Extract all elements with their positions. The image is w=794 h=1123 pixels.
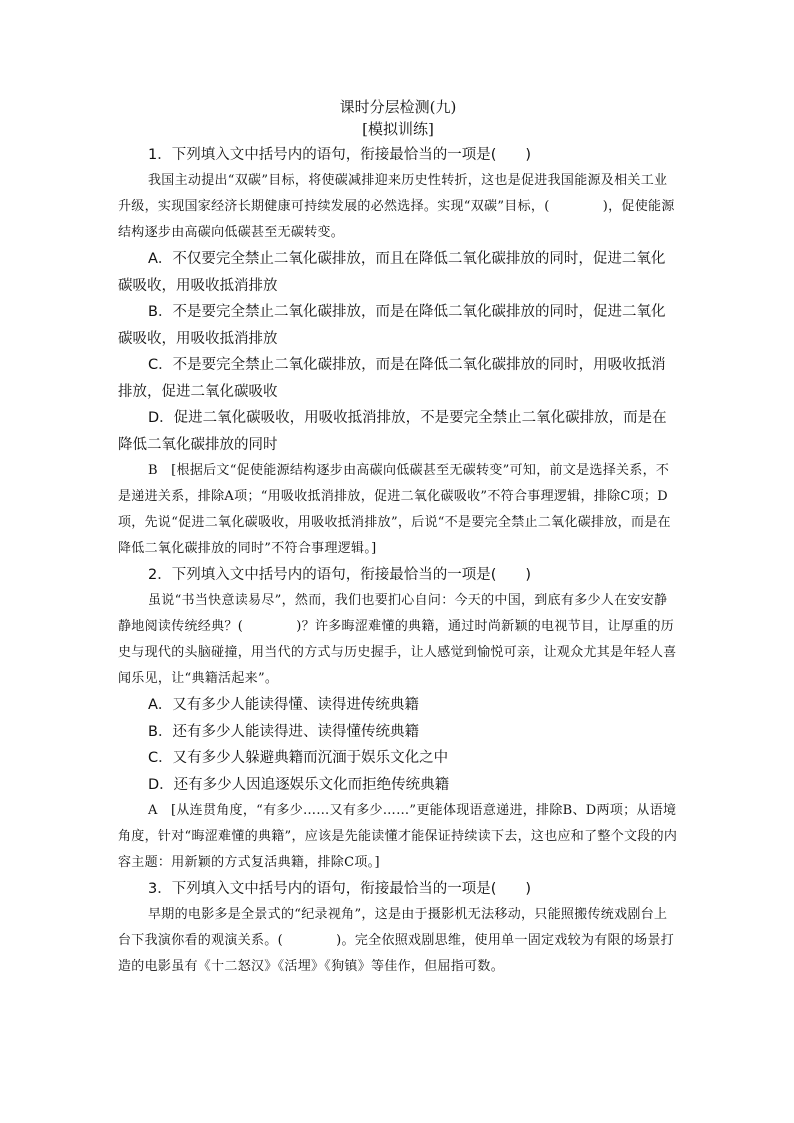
option-c: C．不是要完全禁止二氧化碳排放，而是在降低二氧化碳排放的同时，用吸收抵消排放，促进二氧化碳吸收 (118, 357, 666, 400)
question-stem: 3．下列填入文中括号内的语句，衔接最恰当的一项是( ) (148, 881, 532, 897)
answer-explanation: B [根据后文“促使能源结构逐步由高碳向低碳甚至无碳转变”可知，前文是选择关系，不是递进关系，排除A项；“用吸收抵消排放，促进二氧化碳吸收”不符合事理逻辑，排除C项；D项，先说“促进二氧化碳吸收，用吸收抵消排放”，后说“不是要完全禁止二氧化碳排放，而是在降低二氧化碳排放的同时”不符合事理逻辑。] (118, 463, 671, 556)
question-stem: 2．下列填入文中括号内的语句，衔接最恰当的一项是( ) (148, 567, 532, 583)
question-1 (118, 142, 678, 562)
page-subtitle: [模拟训练] (362, 120, 434, 138)
option-b: B．不是要完全禁止二氧化碳排放，而是在降低二氧化碳排放的同时，促进二氧化碳吸收，用吸收抵消排放 (118, 304, 666, 347)
document-content (118, 96, 678, 980)
option-b: B．还有多少人能读得进、读得懂传统典籍 (148, 723, 419, 740)
option-d: D．促进二氧化碳吸收，用吸收抵消排放，不是要完全禁止二氧化碳排放，而是在降低二氧化碳排放的同时 (118, 410, 667, 453)
question-3 (118, 876, 678, 980)
option-c: C．又有多少人躲避典籍而沉湎于娱乐文化之中 (148, 750, 449, 766)
option-d: D．还有多少人因追逐娱乐文化而拒绝传统典籍 (148, 776, 450, 793)
question-2 (118, 562, 678, 876)
page-title: 课时分层检测(九) (339, 98, 457, 116)
answer-explanation: A [从连贯角度，“有多少……又有多少……”更能体现语意递进，排除B、D两项；从语境角度，针对“晦涩难懂的典籍”，应该是先能读懂才能保证持续读下去，这也应和了整个文段的内容主题：用新颖的方式复活典籍，排除C项。] (118, 803, 678, 870)
question-stem: 1．下列填入文中括号内的语句，衔接最恰当的一项是( ) (148, 147, 532, 163)
option-a: A．又有多少人能读得懂、读得进传统典籍 (148, 697, 419, 713)
question-passage: 早期的电影多是全景式的“纪录视角”，这是由于摄影机无法移动，只能照搬传统戏剧台上台下我演你看的观演关系。( )。完全依照戏剧思维，使用单一固定戏较为有限的场景打造的电影虽有《十二怒汉》《活埋》《狗镇》等佳作，但屈指可数。 (118, 907, 675, 974)
question-passage: 虽说“书当快意读易尽”，然而，我们也要扪心自问：今天的中国，到底有多少人在安安静静地阅读传统经典？( )？许多晦涩难懂的典籍，通过时尚新颖的电视节目，让厚重的历史与现代的头脑碰撞，用当代的方式与历史握手，让人感觉到愉悦可亲，让观众尤其是年轻人喜闻乐见，让“典籍活起来”。 (118, 593, 677, 686)
option-a: A．不仅要完全禁止二氧化碳排放，而且在降低二氧化碳排放的同时，促进二氧化碳吸收，用吸收抵消排放 (118, 251, 666, 294)
question-passage: 我国主动提出“双碳”目标，将使碳减排迎来历史性转折，这也是促进我国能源及相关工业升级，实现国家经济长期健康可持续发展的必然选择。实现“双碳”目标，( )，促使能源结构逐步由高碳向低碳甚至无碳转变。 (118, 173, 675, 240)
